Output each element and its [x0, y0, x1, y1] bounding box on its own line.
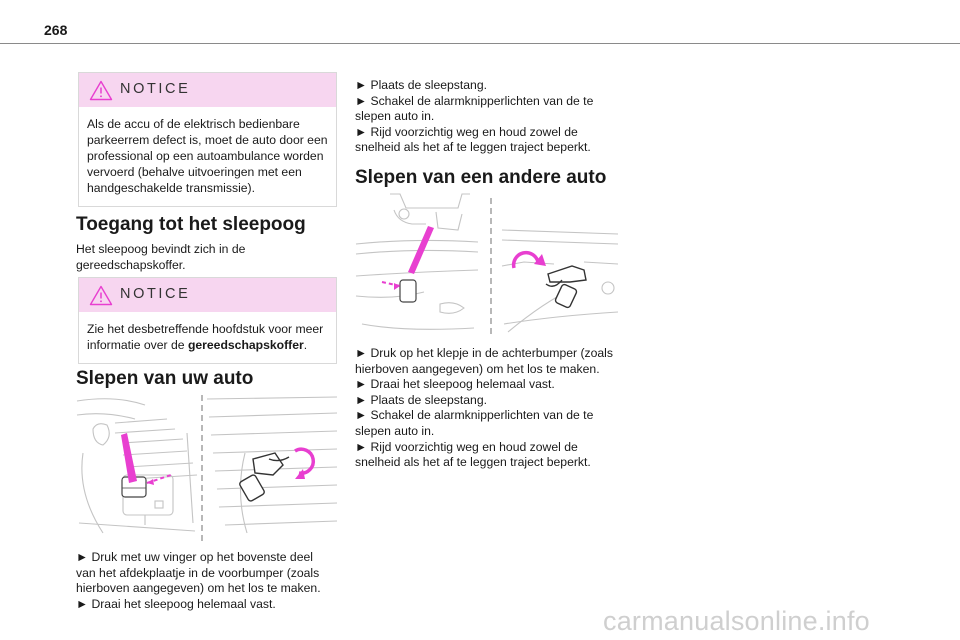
instruction-line: snelheid als het af te leggen traject beperkt.: [355, 455, 591, 470]
notice-line: Als de accu of de elektrisch bedienbare: [87, 117, 300, 131]
instruction-line: ► Rijd voorzichtig weg en houd zowel de: [355, 439, 578, 454]
text-line: gereedschapskoffer.: [76, 258, 186, 272]
tow-own-continued-steps: [355, 78, 593, 156]
instruction-line: ► Druk op het klepje in de achterbumper (zoals: [355, 346, 613, 360]
section-heading-tow-other: Slepen van een andere auto: [355, 167, 607, 188]
instruction-line: ► Draai het sleepoog helemaal vast.: [355, 377, 555, 392]
front-bumper-illustration: [75, 393, 337, 543]
instruction-line: ► Rijd voorzichtig weg en houd zowel de: [355, 124, 578, 139]
section-heading-access: Toegang tot het sleepoog: [76, 214, 306, 235]
warning-triangle-icon: [89, 285, 113, 306]
rear-bumper-illustration: [354, 192, 618, 342]
instruction-line: ► Druk met uw vinger op het bovenste deel: [76, 550, 313, 564]
tow-other-steps: [355, 346, 613, 471]
notice-title: NOTICE: [120, 286, 191, 302]
warning-triangle-icon: [89, 80, 113, 101]
text-span: .: [303, 338, 308, 352]
header-rule: [0, 43, 960, 44]
notice-line: professional op een autoambulance worden: [87, 149, 324, 163]
notice-line: vervoerd (behalve uitvoeringen met een: [87, 165, 302, 179]
instruction-line: slepen auto in.: [355, 109, 435, 124]
notice-box: [78, 277, 337, 364]
notice-text: [79, 107, 336, 206]
watermark-link[interactable]: carmanualsonline.info: [603, 606, 870, 636]
instruction-line: ► Schakel de alarmknipperlichten van de te: [355, 408, 594, 423]
instruction-line: hierboven aangegeven) om het los te maken.: [76, 581, 321, 596]
notice-box: [78, 72, 337, 207]
text-span: informatie over de: [87, 338, 188, 352]
tow-own-steps: [76, 550, 321, 612]
instruction-line: snelheid als het af te leggen traject beperkt.: [355, 140, 591, 155]
instruction-line: slepen auto in.: [355, 423, 435, 438]
notice-line: [87, 337, 328, 353]
instruction-line: ► Plaats de sleepstang.: [355, 392, 487, 407]
notice-line: Zie het desbetreffende hoofdstuk voor meer: [87, 322, 324, 336]
instruction-line: ► Plaats de sleepstang.: [355, 78, 487, 92]
instruction-line: ► Schakel de alarmknipperlichten van de te: [355, 93, 594, 108]
notice-line: handgeschakelde transmissie).: [87, 181, 256, 195]
instruction-line: ► Draai het sleepoog helemaal vast.: [76, 596, 276, 611]
notice-line: parkeerrem defect is, moet de auto door een: [87, 133, 328, 147]
notice-header: [79, 73, 336, 107]
access-text: [76, 241, 245, 273]
instruction-line: hierboven aangegeven) om het los te maken.: [355, 361, 600, 376]
notice-title: NOTICE: [120, 81, 191, 97]
notice-header: [79, 278, 336, 312]
instruction-line: van het afdekplaatje in de voorbumper (zoals: [76, 565, 320, 580]
bold-term: gereedschapskoffer: [187, 338, 304, 352]
text-line: Het sleepoog bevindt zich in de: [76, 242, 246, 256]
section-heading-tow-own: Slepen van uw auto: [76, 368, 254, 389]
notice-text: [79, 312, 336, 363]
page-number: 268: [44, 22, 68, 38]
